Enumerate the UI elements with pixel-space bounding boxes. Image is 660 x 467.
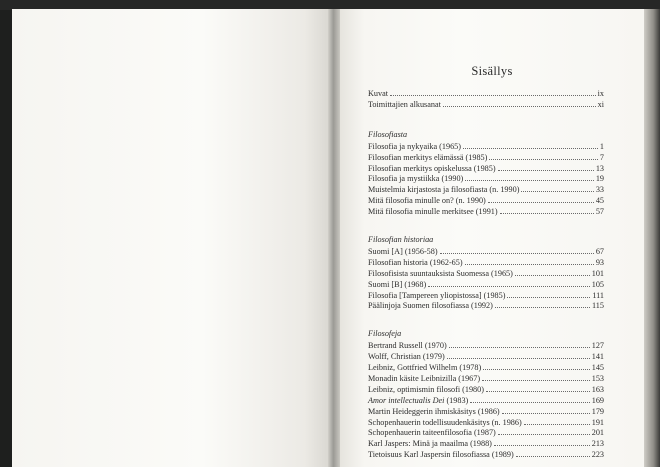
toc-entry xyxy=(368,438,604,449)
toc-entry-text: Bertrand Russell (1970) xyxy=(368,341,447,351)
toc-entry-page: 13 xyxy=(595,163,604,173)
toc-entry-text: Filosofia [Tampereen yliopistossa] (1985) xyxy=(368,290,506,300)
toc-entry xyxy=(368,373,604,384)
toc-entry-italic-title: Amor intellectualis Dei xyxy=(368,395,445,405)
toc-entry xyxy=(368,163,604,174)
toc-leader-dots xyxy=(465,257,594,265)
toc-entry-text: Mitä filosofia minulle merkitsee (1991) xyxy=(368,207,498,217)
toc-entry xyxy=(368,206,604,217)
toc-entry xyxy=(368,279,604,290)
toc-entry-text: Leibniz, Gottfried Wilhelm (1978) xyxy=(368,363,482,373)
toc-entry xyxy=(368,427,604,438)
toc-entry-text: Filosofian merkitys opiskelussa (1985) xyxy=(368,163,496,173)
toc-entry-text: Mitä filosofia minulle on? (n. 1990) xyxy=(368,196,486,206)
toc-entry-text: Suomi [B] (1968) xyxy=(368,279,427,289)
toc-entry xyxy=(368,417,604,428)
toc-entry-text: Suomi [A] (1956-58) xyxy=(368,247,438,257)
toc-entry-page: 179 xyxy=(591,406,604,416)
toc-entry-page: 145 xyxy=(591,363,604,373)
toc-leader-dots xyxy=(524,417,590,425)
toc-entry-page: 7 xyxy=(599,152,604,162)
left-page-blank xyxy=(12,9,330,467)
toc-entry-page: 223 xyxy=(591,450,604,460)
toc-entry-page: 33 xyxy=(595,185,604,195)
section-heading-filosofiasta: Filosofiasta xyxy=(368,129,408,139)
toc-entry xyxy=(368,406,604,417)
toc-leader-dots xyxy=(507,290,590,298)
table-of-contents xyxy=(368,88,604,460)
toc-leader-dots xyxy=(500,206,594,214)
toc-entry xyxy=(368,257,604,268)
toc-entry-page: 127 xyxy=(591,341,604,351)
toc-entry-text: Wolff, Christian (1979) xyxy=(368,352,445,362)
toc-leader-dots xyxy=(521,184,593,192)
toc-entry-text: Filosofia ja mystiikka (1990) xyxy=(368,174,464,184)
toc-entry-text: Monadin käsite Leibnizilla (1967) xyxy=(368,374,481,384)
toc-leader-dots xyxy=(483,362,590,370)
toc-entry xyxy=(368,195,604,206)
toc-entry-text: Karl Jaspers: Minä ja maailma (1988) xyxy=(368,439,492,449)
toc-entry-page: 105 xyxy=(591,279,604,289)
toc-entry-page: 101 xyxy=(591,268,604,278)
toc-entry xyxy=(368,449,604,460)
toc-entry-page: 213 xyxy=(591,439,604,449)
toc-entry-text: Muistelmia kirjastosta ja filosofiasta (n. 1990) xyxy=(368,185,520,195)
toc-entry xyxy=(368,362,604,373)
toc-entry-text: Tietoisuus Karl Jaspersin filosofiassa (1989) xyxy=(368,450,514,460)
toc-leader-dots xyxy=(495,300,590,308)
toc-entry-text: Filosofian historia (1962-65) xyxy=(368,257,463,267)
toc-entry-page: 67 xyxy=(595,247,604,257)
toc-entry-page: 45 xyxy=(595,196,604,206)
toc-leader-dots xyxy=(465,173,594,181)
toc-leader-dots xyxy=(440,246,594,254)
toc-entry-text: Leibniz, optimismin filosofi (1980) xyxy=(368,384,484,394)
toc-leader-dots xyxy=(498,427,590,435)
section-filosofian-historiaa xyxy=(368,246,604,311)
toc-leader-dots xyxy=(447,351,590,359)
page-edge-shadow xyxy=(644,9,660,467)
toc-leader-dots xyxy=(488,195,594,203)
toc-entry xyxy=(368,340,604,351)
toc-entry-page: 57 xyxy=(595,207,604,217)
toc-entry xyxy=(368,141,604,152)
toc-leader-dots xyxy=(443,99,596,107)
toc-leader-dots xyxy=(449,340,590,348)
toc-leader-dots xyxy=(428,279,589,287)
toc-entry-page: 191 xyxy=(591,417,604,427)
toc-leader-dots xyxy=(390,88,596,96)
toc-entry-page: xi xyxy=(597,99,604,109)
toc-leader-dots xyxy=(516,449,590,457)
toc-entry xyxy=(368,395,604,406)
section-filosofeja xyxy=(368,340,604,460)
toc-entry-text: Schopenhauerin taiteenfilosofia (1987) xyxy=(368,428,496,438)
toc-entry-text: Toimittajien alkusanat xyxy=(368,99,441,109)
toc-leader-dots xyxy=(502,406,590,414)
toc-leader-dots xyxy=(470,395,589,403)
toc-leader-dots xyxy=(515,268,590,276)
toc-entry-page: 111 xyxy=(592,290,604,300)
toc-entry-page: ix xyxy=(597,89,604,98)
toc-title: Sisällys xyxy=(471,64,513,78)
toc-entry-page: 93 xyxy=(595,257,604,267)
toc-entry-page: 141 xyxy=(591,352,604,362)
toc-leader-dots xyxy=(482,373,590,381)
section-heading-filosofeja: Filosofeja xyxy=(368,329,402,339)
toc-entry xyxy=(368,290,604,301)
toc-leader-dots xyxy=(486,384,590,392)
toc-entry-page: 201 xyxy=(591,428,604,438)
toc-entry-page: 115 xyxy=(592,301,604,311)
toc-entry xyxy=(368,184,604,195)
section-heading-filosofian-historiaa: Filosofian historiaa xyxy=(368,235,434,245)
toc-entry-text: Filosofia ja nykyaika (1965) xyxy=(368,141,462,151)
toc-entry xyxy=(368,152,604,163)
toc-entry xyxy=(368,173,604,184)
toc-entry-text xyxy=(368,396,468,407)
toc-entry-kuvat xyxy=(368,88,604,99)
toc-entry-page: 163 xyxy=(591,384,604,394)
toc-entry xyxy=(368,351,604,362)
toc-entry-page: 19 xyxy=(595,174,604,184)
toc-leader-dots xyxy=(494,438,590,446)
toc-entry-page: 169 xyxy=(591,395,604,405)
toc-entry-alkusanat xyxy=(368,99,604,110)
toc-leader-dots xyxy=(489,152,598,160)
toc-entry xyxy=(368,384,604,395)
toc-leader-dots xyxy=(498,163,594,171)
book-gutter xyxy=(328,9,340,467)
toc-entry-text: Filosofisista suuntauksista Suomessa (1965) xyxy=(368,268,513,278)
section-filosofiasta xyxy=(368,141,604,217)
toc-entry-text: Päälinjoja Suomen filosofiassa (1992) xyxy=(368,301,493,311)
toc-entry xyxy=(368,300,604,311)
toc-entry-text: Filosofian merkitys elämässä (1985) xyxy=(368,152,488,162)
toc-entry-page: 1 xyxy=(599,141,604,151)
toc-entry-text: Kuvat xyxy=(368,89,389,98)
toc-entry xyxy=(368,268,604,279)
toc-entry-text: Martin Heideggerin ihmiskäsitys (1986) xyxy=(368,406,500,416)
toc-entry-page: 153 xyxy=(591,374,604,384)
toc-entry-year: (1983) xyxy=(444,395,469,405)
toc-leader-dots xyxy=(463,141,598,149)
toc-entry xyxy=(368,246,604,257)
toc-entry-text: Schopenhauerin todellisuudenkäsitys (n. 1986) xyxy=(368,417,522,427)
